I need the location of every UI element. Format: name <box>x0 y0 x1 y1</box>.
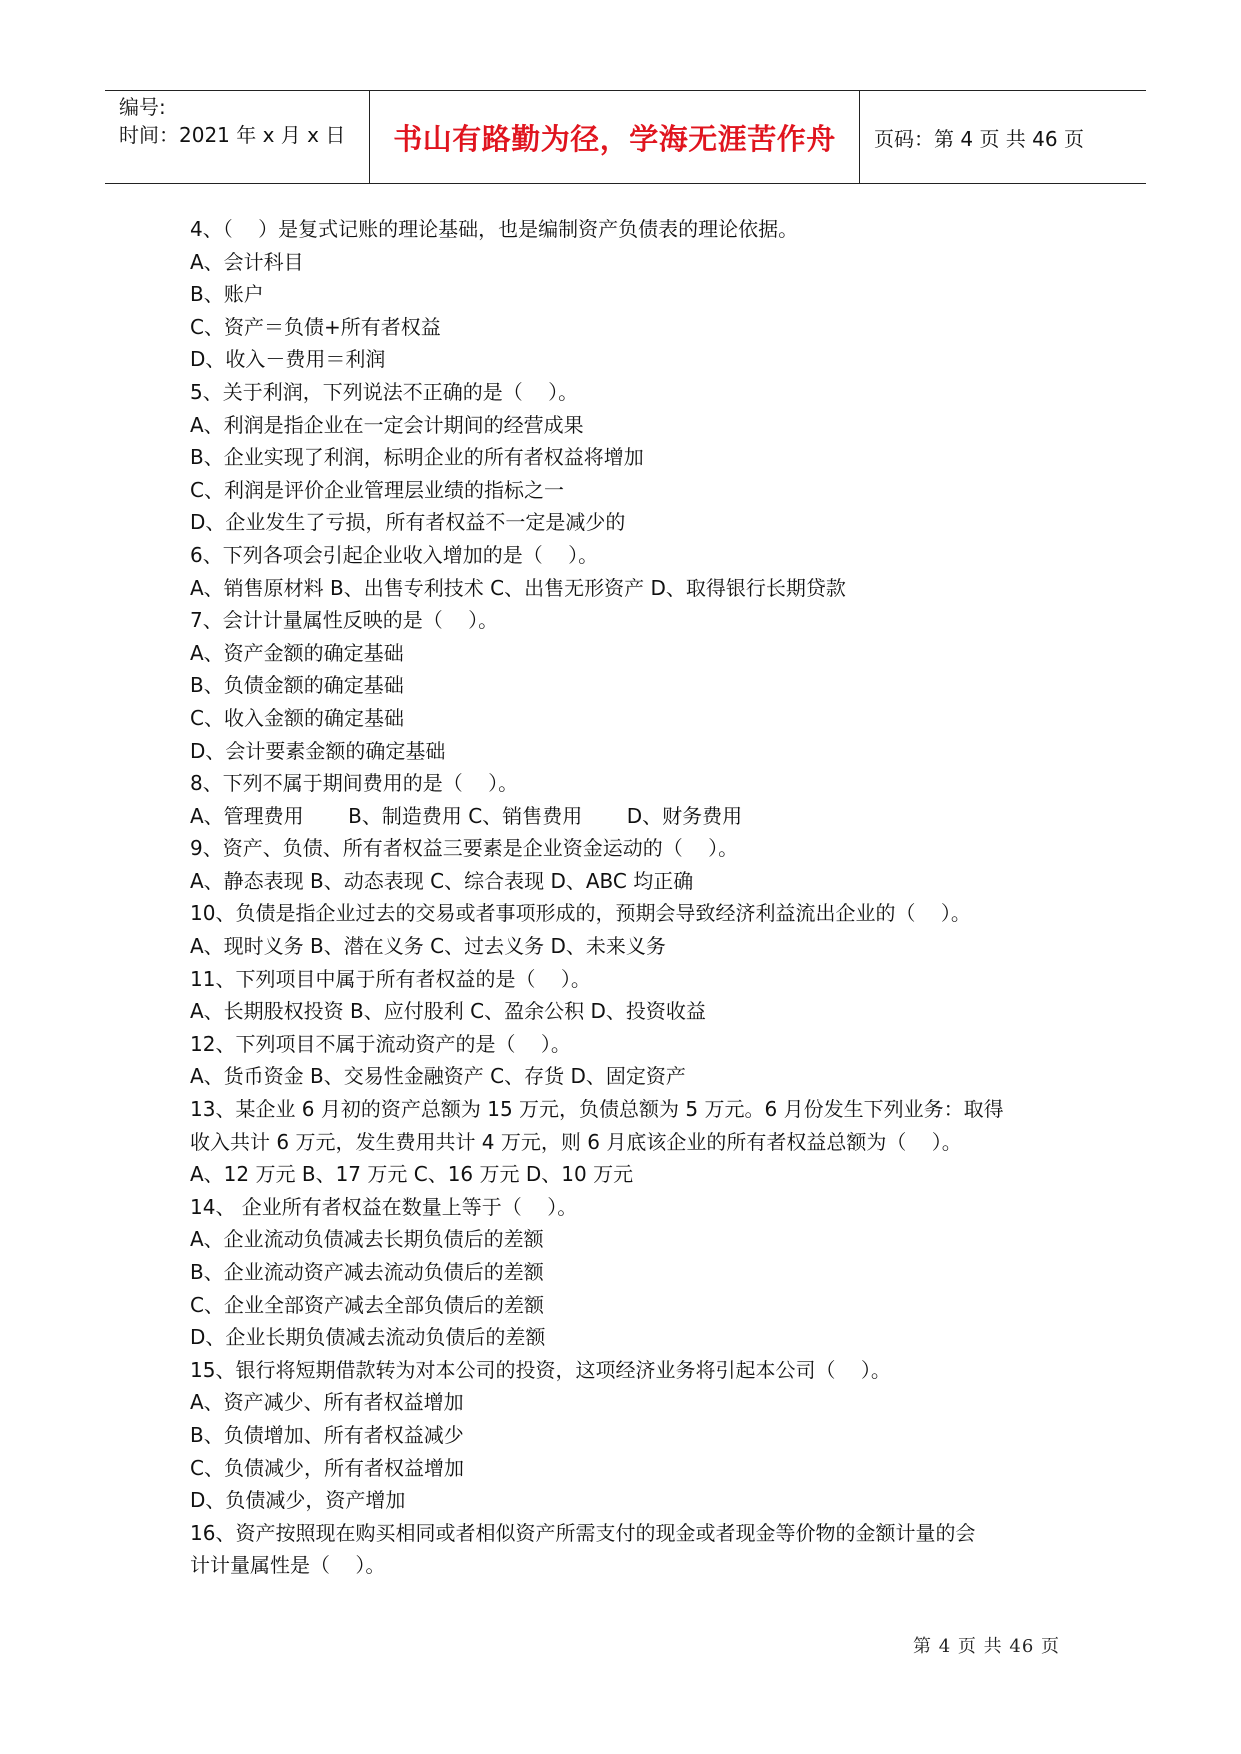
header-info-cell <box>105 91 370 183</box>
document-number-label: 编号: <box>119 95 166 119</box>
document-time-label: 时间：2021 年 x 月 x 日 <box>119 123 346 147</box>
text-line: D、会计要素金额的确定基础 <box>190 738 446 763</box>
text-line: A、12 万元 B、17 万元 C、16 万元 D、10 万元 <box>190 1162 634 1187</box>
text-line: A、企业流动负债减去长期负债后的差额 <box>190 1227 544 1252</box>
text-line: 13、某企业 6 月初的资产总额为 15 万元，负债总额为 5 万元。6 月份发生下列业务：取得 <box>190 1097 1004 1122</box>
page-footer: 第 4 页 共 46 页 <box>913 1636 1060 1657</box>
text-line: D、企业长期负债减去流动负债后的差额 <box>190 1325 546 1350</box>
text-line: A、资产金额的确定基础 <box>190 640 404 665</box>
text-line: A、利润是指企业在一定会计期间的经营成果 <box>190 412 584 437</box>
text-line: C、企业全部资产减去全部负债后的差额 <box>190 1292 544 1317</box>
text-line: D、企业发生了亏损，所有者权益不一定是减少的 <box>190 510 626 535</box>
text-line: A、资产减少、所有者权益增加 <box>190 1390 464 1415</box>
page-header <box>105 90 1146 184</box>
text-line: 10、负债是指企业过去的交易或者事项形成的，预期会导致经济利益流出企业的（ ）。 <box>190 901 971 926</box>
text-line: D、负债减少，资产增加 <box>190 1488 406 1513</box>
text-line: 计计量属性是（ ）。 <box>190 1553 386 1578</box>
text-line: 16、资产按照现在购买相同或者相似资产所需支付的现金或者现金等价物的金额计量的会 <box>190 1520 976 1545</box>
text-line: 5、关于利润，下列说法不正确的是（ ）。 <box>190 379 579 404</box>
text-line: B、负债增加、所有者权益减少 <box>190 1422 464 1447</box>
text-line: B、企业流动资产减去流动负债后的差额 <box>190 1260 544 1284</box>
question-list <box>190 213 1070 1582</box>
text-line: B、企业实现了利润，标明企业的所有者权益将增加 <box>190 445 644 470</box>
text-line: 6、下列各项会引起企业收入增加的是（ ）。 <box>190 542 599 567</box>
header-page-code: 页码：第 4 页 共 46 页 <box>874 126 1084 151</box>
text-line: C、负债减少，所有者权益增加 <box>190 1455 464 1480</box>
text-line: A、现时义务 B、潜在义务 C、过去义务 D、未来义务 <box>190 934 666 959</box>
text-line: B、负债金额的确定基础 <box>190 673 404 698</box>
text-line: 4、（ ）是复式记账的理论基础，也是编制资产负债表的理论依据。 <box>190 217 799 241</box>
text-line: A、静态表现 B、动态表现 C、综合表现 D、ABC 均正确 <box>190 868 694 893</box>
text-line: C、利润是评价企业管理层业绩的指标之一 <box>190 477 564 502</box>
text-line: D、收入－费用＝利润 <box>190 347 386 372</box>
header-motto: 书山有路勤为径，学海无涯苦作舟 <box>370 91 860 183</box>
text-line: B、账户 <box>190 282 264 307</box>
text-line: 14、 企业所有者权益在数量上等于（ ）。 <box>190 1194 578 1219</box>
text-line: C、收入金额的确定基础 <box>190 705 404 730</box>
text-line: 12、下列项目不属于流动资产的是（ ）。 <box>190 1031 571 1056</box>
text-line: C、资产＝负债+所有者权益 <box>190 314 441 339</box>
text-line: 7、会计计量属性反映的是（ ）。 <box>190 608 499 633</box>
text-line: A、会计科目 <box>190 249 304 274</box>
text-line: A、货币资金 B、交易性金融资产 C、存货 D、固定资产 <box>190 1064 686 1089</box>
text-line: 9、资产、负债、所有者权益三要素是企业资金运动的（ ）。 <box>190 836 739 861</box>
text-line: 收入共计 6 万元，发生费用共计 4 万元，则 6 月底该企业的所有者权益总额为（ ）。 <box>190 1129 962 1154</box>
text-line: A、管理费用 B、制造费用 C、销售费用 D、财务费用 <box>190 803 743 828</box>
text-line: 8、下列不属于期间费用的是（ ）。 <box>190 771 519 796</box>
text-line: 15、银行将短期借款转为对本公司的投资，这项经济业务将引起本公司（ ）。 <box>190 1357 891 1382</box>
text-line: 11、下列项目中属于所有者权益的是（ ）。 <box>190 966 591 991</box>
text-line: A、销售原材料 B、出售专利技术 C、出售无形资产 D、取得银行长期贷款 <box>190 575 846 600</box>
text-line: A、长期股权投资 B、应付股利 C、盈余公积 D、投资收益 <box>190 999 706 1024</box>
